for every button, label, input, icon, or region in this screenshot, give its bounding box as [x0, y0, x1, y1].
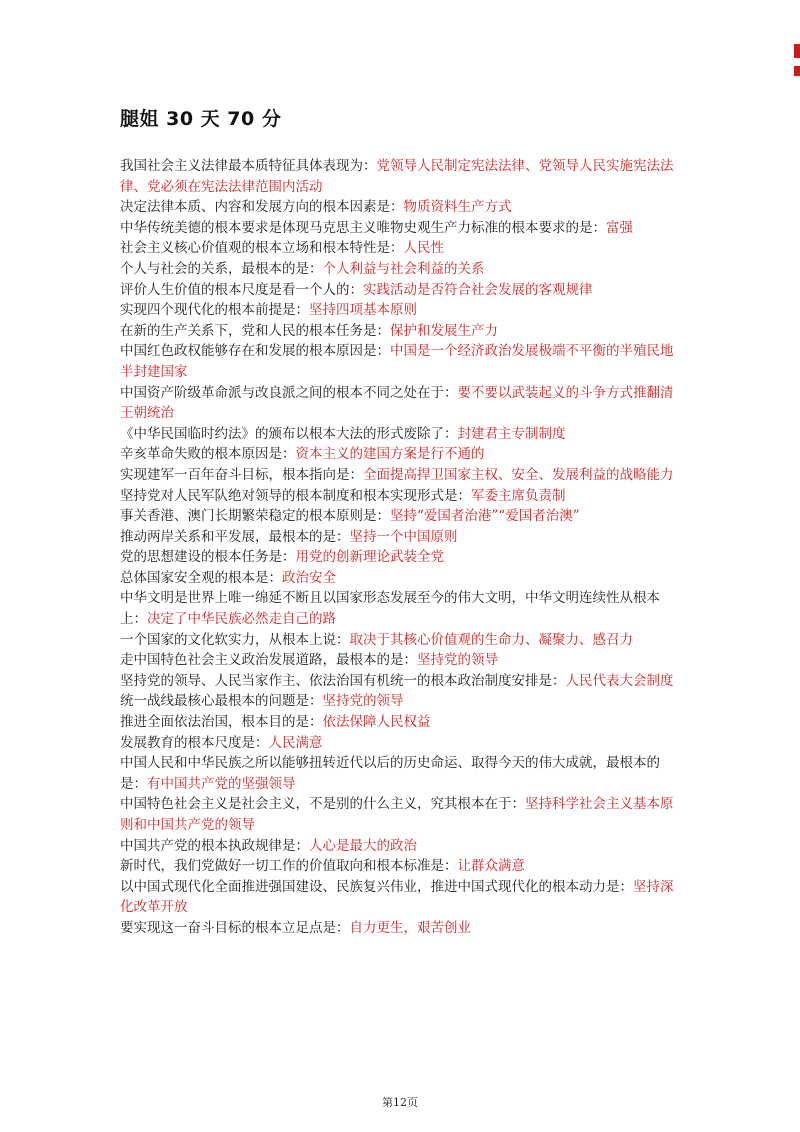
question-text: 我国社会主义法律最本质特征具体表现为： [120, 158, 377, 174]
qa-entry [120, 238, 685, 259]
page-edge-mark [794, 66, 800, 76]
question-text: 社会主义核心价值观的根本立场和根本特性是： [120, 240, 404, 257]
qa-entry [120, 383, 685, 424]
qa-entry [120, 671, 685, 692]
answer-text: 坚持深化改革开放 [120, 878, 674, 916]
answer-text: 军委主席负责制 [471, 487, 566, 504]
answer-text: 要不要以武装起义的斗争方式推翻清王朝统治 [120, 384, 674, 422]
answer-text: 政治安全 [282, 569, 336, 586]
question-text: 中国资产阶级革命派与改良派之间的根本不同之处在于： [120, 384, 458, 401]
question-text: 决定法律本质、内容和发展方向的根本因素是： [120, 199, 404, 216]
question-text: 在新的生产关系下，党和人民的根本任务是： [120, 322, 390, 339]
qa-entry [120, 465, 685, 486]
question-text: 要实现这一奋斗目标的根本立足点是： [120, 919, 350, 936]
answer-text: 坚持科学社会主义基本原则和中国共产党的领导 [120, 796, 674, 833]
question-text: 辛亥革命失败的根本原因是： [120, 446, 296, 463]
question-text: 以中国式现代化全面推进强国建设、民族复兴伟业，推进中国式现代化的根本动力是： [120, 878, 633, 895]
question-text: 统一战线最核心最根本的问题是： [120, 693, 323, 710]
answer-text: 坚持党的领导 [322, 693, 404, 710]
answer-text: 实践活动是否符合社会发展的客观规律 [363, 281, 593, 298]
qa-entry [120, 547, 685, 568]
question-text: 中国人民和中华民族之所以能够扭转近代以后的历史命运、取得今天的伟大成就，最根本的是： [120, 755, 660, 792]
qa-entry [120, 218, 685, 239]
page-edge-mark [794, 44, 800, 58]
answer-text: 人心是最大的政治 [309, 837, 417, 854]
question-text: 走中国特色社会主义政治发展道路，最根本的是： [120, 652, 417, 669]
qa-entry [120, 650, 685, 671]
qa-entry [120, 630, 685, 651]
answer-text: 人民性 [403, 240, 444, 257]
question-text: 实现建军一百年奋斗目标，根本指向是： [120, 466, 363, 483]
question-text: 发展教育的根本尺度是： [120, 734, 269, 751]
question-text: 中华传统美德的根本要求是体现马克思主义唯物史观生产力标准的根本要求的是： [120, 219, 606, 236]
qa-entry [120, 691, 685, 712]
qa-entry [120, 588, 685, 629]
answer-text: 有中国共产党的坚强领导 [147, 775, 296, 792]
answer-text: 资本主义的建国方案是行不通的 [295, 446, 485, 463]
qa-entry [120, 444, 685, 465]
answer-text: 物质资料生产方式 [403, 199, 512, 216]
qa-entry [120, 321, 685, 342]
qa-entry [120, 568, 685, 589]
question-text: 事关香港、澳门长期繁荣稳定的根本原则是： [120, 508, 390, 525]
answer-text: 坚持四项基本原则 [309, 302, 417, 319]
page-title: 腿姐 30 天 70 分 [120, 108, 282, 130]
question-text: 评价人生价值的根本尺度是看一个人的： [120, 281, 363, 298]
answer-text: 依法保障人民权益 [322, 714, 431, 731]
question-text: 中国共产党的根本执政规律是： [120, 837, 309, 854]
question-text: 党的思想建设的根本任务是： [120, 549, 296, 566]
qa-entry [120, 424, 685, 445]
question-text: 总体国家安全观的根本是： [120, 569, 282, 586]
answer-text: 自力更生，艰苦创业 [349, 919, 471, 936]
qa-entry [120, 753, 685, 794]
qa-entry [120, 259, 685, 280]
answer-text: 人民代表大会制度 [565, 672, 674, 689]
qa-entry [120, 506, 685, 527]
qa-entry [120, 156, 685, 197]
answer-text: 保护和发展生产力 [390, 322, 498, 339]
page-number: 第12页 [382, 1096, 418, 1109]
qa-entry [120, 836, 685, 857]
answer-text: 党领导人民制定宪法法律、党领导人民实施宪法法律、党必须在宪法法律范围内活动 [120, 158, 674, 195]
question-text: 坚持党的领导、人民当家作主、依法治国有机统一的根本政治制度安排是： [120, 672, 566, 689]
qa-entry [120, 733, 685, 754]
qa-entry [120, 197, 685, 218]
qa-entry [120, 527, 685, 548]
qa-entry [120, 341, 685, 382]
answer-text: 人民满意 [268, 734, 323, 751]
question-text: 中华文明是世界上唯一绵延不断且以国家形态发展至今的伟大文明，中华文明连续性从根本上： [120, 590, 660, 628]
qa-entry [120, 280, 685, 301]
qa-entry [120, 877, 685, 918]
qa-list [120, 156, 685, 939]
qa-entry [120, 794, 685, 835]
answer-text: 个人利益与社会利益的关系 [322, 260, 485, 277]
question-text: 新时代，我们党做好一切工作的价值取向和根本标准是： [120, 858, 458, 875]
answer-text: 全面提高捍卫国家主权、安全、发展利益的战略能力 [363, 466, 674, 483]
answer-text: 中国是一个经济政治发展极端不平衡的半殖民地半封建国家 [120, 343, 674, 380]
answer-text: 决定了中华民族必然走自己的路 [147, 611, 336, 628]
answer-text: 封建君主专制制度 [457, 425, 566, 442]
qa-entry [120, 856, 685, 877]
answer-text: 坚持一个中国原则 [349, 528, 458, 545]
qa-entry [120, 486, 685, 507]
answer-text: 坚持“爱国者治港”“爱国者治澳” [390, 508, 580, 525]
answer-text: 取决于其核心价值观的生命力、凝聚力、感召力 [349, 631, 633, 648]
qa-entry [120, 918, 685, 939]
answer-text: 富强 [606, 219, 633, 236]
question-text: 实现四个现代化的根本前提是： [120, 302, 309, 319]
question-text: 《中华民国临时约法》的颁布以根本大法的形式废除了： [120, 425, 458, 442]
question-text: 推进全面依法治国，根本目的是： [120, 714, 323, 731]
question-text: 一个国家的文化软实力，从根本上说： [120, 631, 350, 648]
answer-text: 坚持党的领导 [417, 652, 498, 669]
answer-text: 用党的创新理论武装全党 [295, 549, 444, 566]
qa-entry [120, 712, 685, 733]
question-text: 中国特色社会主义是社会主义，不是别的什么主义，究其根本在于： [120, 796, 525, 813]
question-text: 个人与社会的关系，最根本的是： [120, 260, 323, 277]
answer-text: 让群众满意 [457, 858, 525, 875]
qa-entry [120, 300, 685, 321]
question-text: 坚持党对人民军队绝对领导的根本制度和根本实现形式是： [120, 487, 471, 504]
question-text: 中国红色政权能够存在和发展的根本原因是： [120, 343, 390, 360]
question-text: 推动两岸关系和平发展，最根本的是： [120, 528, 350, 545]
